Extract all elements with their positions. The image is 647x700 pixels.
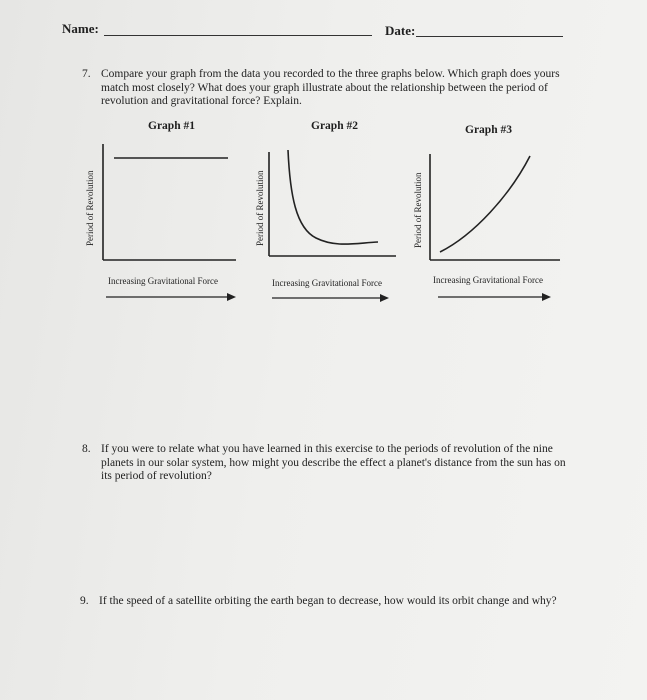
question-7-text: Compare your graph from the data you recorded to the three graphs below. Which graph does yours match most closely? What does your graph illustrate about the relationship between the period of revolution and gravitational force? Explain. — [101, 68, 560, 107]
question-9-text: If the speed of a satellite orbiting the earth began to decrease, how would its orbit change and why? — [99, 595, 557, 607]
graph-2-ylabel: Period of Revolution — [255, 170, 265, 246]
graph-1-ylabel: Period of Revolution — [85, 170, 95, 246]
graph-1-arrowhead — [227, 293, 236, 301]
graph-3-ylabel: Period of Revolution — [413, 172, 423, 248]
graph-3-xlabel: Increasing Gravitational Force — [433, 275, 543, 285]
graph-2-curve — [288, 150, 378, 244]
question-8-number: 8. — [82, 443, 91, 455]
question-7 — [82, 68, 572, 112]
graph-2-xlabel: Increasing Gravitational Force — [272, 278, 382, 288]
graph-2-arrowhead — [380, 294, 389, 302]
graph-3-title: Graph #3 — [465, 124, 512, 136]
graph-3-arrowhead — [542, 293, 551, 301]
name-line[interactable] — [104, 35, 372, 36]
name-label: Name: — [62, 21, 99, 36]
date-line[interactable] — [416, 36, 563, 37]
question-9 — [80, 595, 580, 625]
question-9-number: 9. — [80, 595, 89, 607]
question-8-text: If you were to relate what you have learned in this exercise to the periods of revolution of the nine planets in our solar system, how might you describe the effect a planet's distance from the sun has on its period of revolution? — [101, 443, 566, 482]
graph-1-title: Graph #1 — [148, 120, 195, 132]
graph-3-curve — [440, 156, 530, 252]
question-8 — [82, 443, 582, 487]
graph-1-xlabel: Increasing Gravitational Force — [108, 276, 218, 286]
graph-2-title: Graph #2 — [311, 120, 358, 132]
question-7-number: 7. — [82, 68, 91, 80]
date-label: Date: — [385, 23, 416, 38]
